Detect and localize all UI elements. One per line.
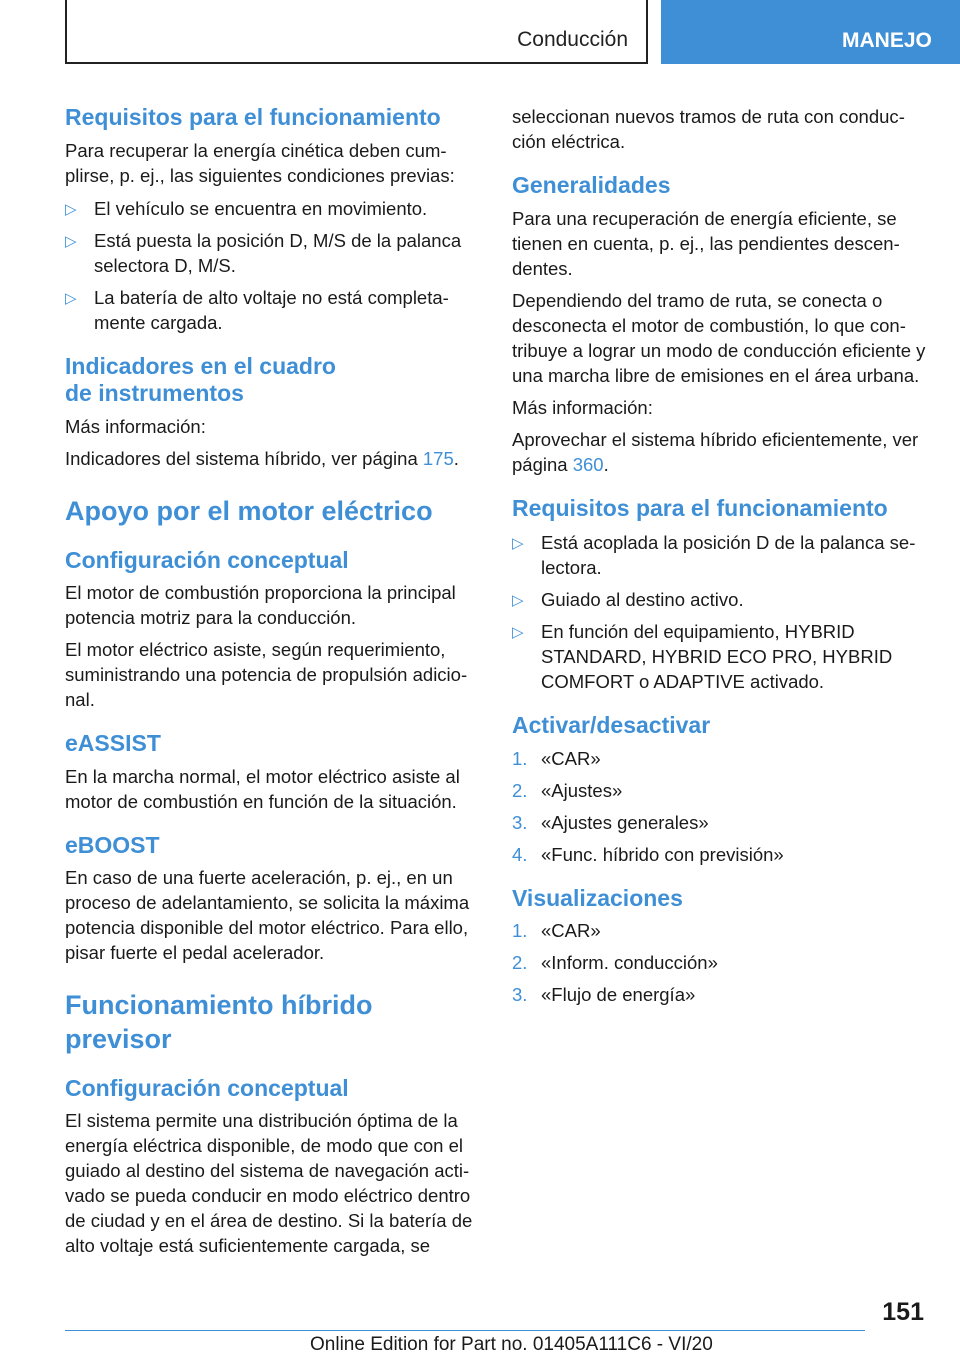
list-item: ▷ Guiado al destino activo.	[512, 587, 930, 612]
list-item: ▷ La batería de alto voltaje no está completamente cargada.	[65, 286, 449, 333]
eassist-heading: eASSIST	[65, 730, 161, 757]
list-item: 4. «Func. híbrido con previsión»	[512, 843, 784, 865]
page-number: 151	[882, 1298, 924, 1326]
edition-text: Online Edition for Part no. 01405A111C6 - VI/20	[310, 1334, 713, 1355]
list-item: 1. «CAR»	[512, 747, 601, 769]
chapter-tab: MANEJO	[661, 0, 960, 64]
displays-heading: Visualizaciones	[512, 884, 683, 911]
section-title: Conducción	[517, 28, 628, 51]
continued-paragraph: seleccionan nuevos tramos de ruta con conducción eléctrica.	[512, 106, 905, 152]
right-column	[512, 98, 930, 1015]
concept-paragraph-3: El sistema permite una distribución óptima de la energía eléctrica disponible, de modo que con el guiado al destino del sistema de navegación activado se pueda conducir en modo eléctrico dentro de ciudad y en el área de destino. Si la batería de alto voltaje está suficientemente cargada, se	[65, 1110, 473, 1257]
footer-divider	[65, 1330, 865, 1331]
list-item: ▷ Está puesta la posición D, M/S de la palanca selectora D, M/S.	[65, 229, 462, 276]
general-reference: Aprovechar el sistema híbrido eficientemente, ver página 360.	[512, 428, 919, 475]
list-item: ▷ En función del equipamiento, HYBRID STANDARD, HYBRID ECO PRO, HYBRID COMFORT o ADAPTIVE activado.	[512, 621, 893, 693]
requirements-heading: Requisitos para el funcionamiento	[65, 104, 441, 130]
activate-steps	[512, 746, 930, 867]
requirements-list	[65, 196, 480, 335]
list-item: 1. «CAR»	[512, 920, 601, 942]
concept-heading: Configuración conceptual	[65, 546, 349, 573]
activate-heading: Activar/desactivar	[512, 712, 711, 739]
requirements-intro: Para recuperar la energía cinética deben cumplirse, p. ej., las siguientes condiciones previas:	[65, 139, 455, 186]
eboost-heading: eBOOST	[65, 831, 160, 858]
eassist-paragraph: En la marcha normal, el motor eléctrico asiste al motor de combustión en función de la situación.	[65, 765, 460, 812]
indicators-heading: Indicadores en el cuadro de instrumentos	[65, 352, 336, 407]
section-tab	[65, 0, 648, 64]
concept-heading-2: Configuración conceptual	[65, 1074, 349, 1101]
electric-motor-support-heading: Apoyo por el motor eléctrico	[65, 495, 433, 526]
list-item: ▷ Está acoplada la posición D de la palanca selectora.	[512, 532, 916, 579]
list-item: 2. «Ajustes»	[512, 779, 623, 801]
triangle-bullet-icon: ▷	[512, 592, 524, 610]
list-item: ▷ El vehículo se encuentra en movimiento.	[65, 196, 480, 221]
general-more-info: Más información:	[512, 396, 653, 418]
page-link-175[interactable]: 175	[422, 447, 454, 469]
triangle-bullet-icon: ▷	[65, 200, 77, 218]
indicators-reference: Indicadores del sistema híbrido, ver página 175.	[65, 447, 459, 469]
requirements-list-2	[512, 530, 930, 694]
general-paragraph-1: Para una recuperación de energía eficiente, se tienen en cuenta, p. ej., las pendientes descendentes.	[512, 207, 900, 279]
eboost-paragraph: En caso de una fuerte aceleración, p. ej., en un proceso de adelantamiento, se solicita la máxima potencia disponible del motor eléctrico. Para ello, pisar fuerte el pedal acelerador.	[65, 867, 470, 964]
triangle-bullet-icon: ▷	[512, 624, 524, 642]
indicators-more-info: Más información:	[65, 415, 206, 437]
page-link-360[interactable]: 360	[572, 453, 604, 475]
concept-paragraph-2: El motor eléctrico asiste, según requerimiento, suministrando una potencia de propulsión adicional.	[65, 639, 468, 711]
list-item: 2. «Inform. conducción»	[512, 952, 718, 974]
page-header	[0, 0, 960, 66]
general-heading: Generalidades	[512, 172, 671, 198]
triangle-bullet-icon: ▷	[65, 232, 77, 250]
general-paragraph-2: Dependiendo del tramo de ruta, se conecta o desconecta el motor de combustión, lo que contribuye a lograr un modo de conducción eficiente y una marcha libre de emisiones en el área urbana.	[512, 289, 926, 386]
concept-paragraph-1: El motor de combustión proporciona la principal potencia motriz para la conducción.	[65, 582, 456, 629]
triangle-bullet-icon: ▷	[512, 535, 524, 553]
list-item: 3. «Flujo de energía»	[512, 984, 696, 1006]
triangle-bullet-icon: ▷	[65, 289, 77, 307]
displays-steps	[512, 918, 930, 1007]
list-item: 3. «Ajustes generales»	[512, 811, 709, 833]
predictive-hybrid-heading: Funcionamiento híbrido previsor	[65, 990, 373, 1055]
left-column	[65, 98, 480, 1265]
page-footer	[0, 1290, 960, 1362]
requirements-heading-2: Requisitos para el funcionamiento	[512, 494, 888, 521]
